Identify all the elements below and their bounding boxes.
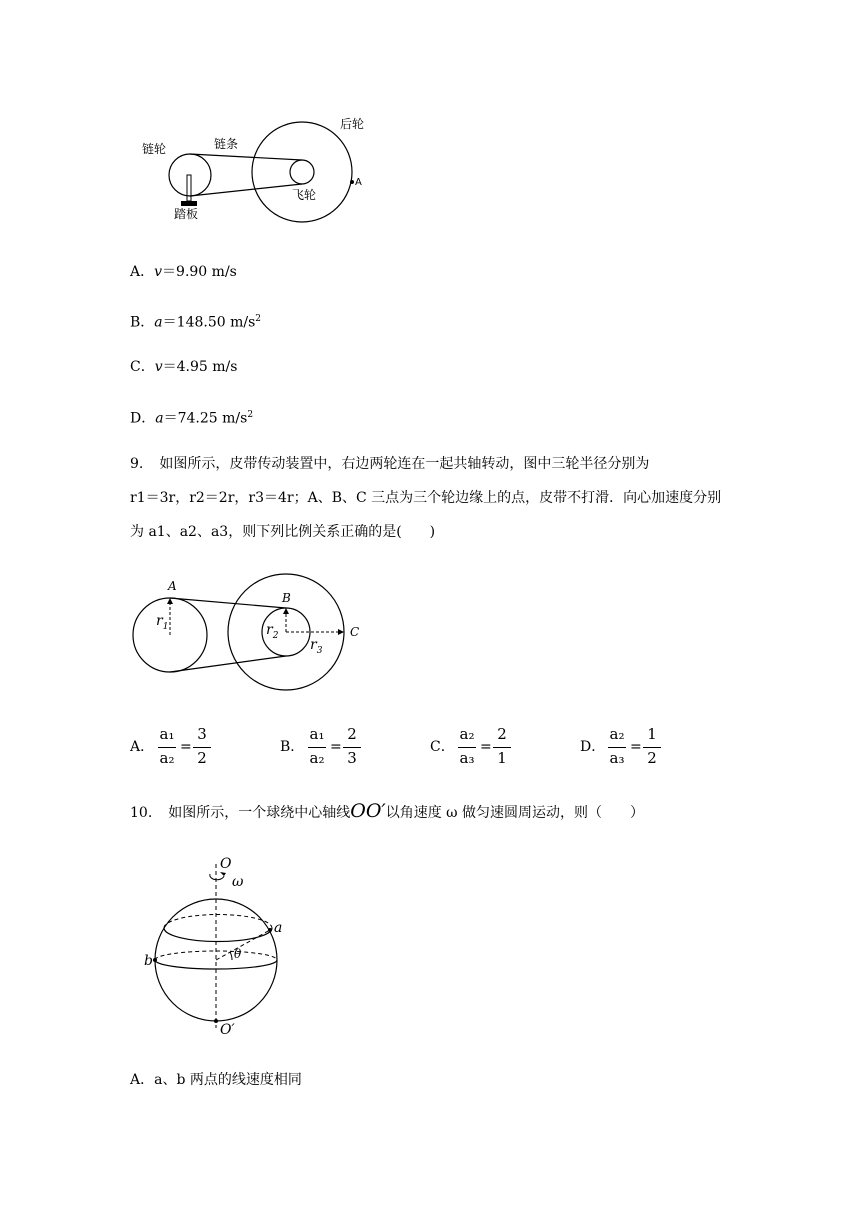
q9-option-d-frac-right: 1 2 — [643, 725, 661, 771]
q9-option-a-frac-right: 3 2 — [193, 725, 211, 771]
r3-label: $r_3$ — [310, 637, 323, 656]
q9-option-b-eq: = — [330, 739, 342, 755]
flywheel-circle — [290, 160, 314, 184]
label-theta: θ — [234, 947, 242, 961]
q9-option-d-label: D． — [580, 739, 606, 755]
q9-option-a-frac-left: a₁ a₂ — [159, 725, 175, 767]
latitude-a-back — [164, 915, 272, 929]
rear-wheel-circle — [252, 122, 352, 222]
rear-wheel-label: 后轮 — [340, 117, 365, 131]
belt-bottom — [170, 656, 286, 672]
pedal-crank — [187, 175, 191, 201]
q9-option-c-frac-left: a₂ a₃ — [459, 725, 475, 767]
belt-drive-figure — [128, 570, 368, 695]
chainwheel-label: 链轮 — [142, 142, 167, 156]
bicycle-chain-figure — [130, 110, 370, 230]
point-c-label: C — [350, 625, 360, 639]
q9-option-b-frac-left: a₁ a₂ — [309, 725, 325, 767]
q9-option-a-label: A． — [130, 739, 155, 755]
label-o: O — [220, 856, 232, 872]
point-b-dot — [153, 958, 157, 962]
q9-option-a-eq: = — [180, 739, 192, 755]
chain-top — [190, 154, 302, 160]
r1-label: $r_1$ — [156, 613, 169, 632]
q9-option-c-frac-right: 2 1 — [493, 725, 511, 771]
arrow-c — [338, 629, 344, 635]
q9-option-d-frac-left: a₂ a₃ — [609, 725, 625, 767]
r2-label: $r_2$ — [266, 622, 279, 641]
label-omega: ω — [232, 874, 244, 890]
point-o-prime-dot — [214, 1019, 218, 1023]
chain-label: 链条 — [214, 137, 239, 151]
q9-line1: 9. 如图所示，皮带传动装置中，右边两轮连在一起共轴转动，图中三轮半径分别为 — [130, 456, 650, 472]
q10-option-a: A．a、b 两点的线速度相同 — [130, 1072, 302, 1088]
point-b-label: B — [282, 591, 291, 605]
q9-line3: 为 a1、a2、a3，则下列比例关系正确的是( ) — [130, 524, 436, 540]
label-b: b — [144, 953, 153, 969]
pedal — [181, 201, 197, 206]
rotation-arrowhead — [220, 872, 226, 876]
q8-option-d: D．a＝74.25 $m/s^2$ — [130, 410, 254, 427]
chain-bottom — [190, 184, 302, 196]
rotation-arrow — [210, 874, 224, 880]
point-a-label: A — [168, 579, 177, 593]
label-a: a — [274, 920, 283, 936]
arrow-b — [283, 608, 289, 614]
q8-option-a: A．v＝9.90 m/s — [130, 264, 237, 280]
pedal-label: 踏板 — [174, 207, 199, 221]
q9-option-c-eq: = — [480, 739, 492, 755]
label-o-prime: O′ — [220, 1022, 235, 1038]
point-a-dot — [268, 928, 272, 932]
radius-to-a — [216, 930, 270, 960]
point-a-label: A — [355, 177, 362, 188]
flywheel-label: 飞轮 — [292, 188, 317, 202]
latitude-a-front — [164, 928, 272, 942]
q9-option-c-label: C． — [430, 739, 455, 755]
point-a-dot — [350, 180, 354, 184]
q10-stem: 10. 如图所示，一个球绕中心轴线OO′以角速度 ω 做匀速圆周运动，则（ ） — [130, 800, 645, 822]
theta-arc — [230, 952, 232, 960]
q8-option-c: C．v＝4.95 m/s — [130, 359, 238, 375]
q9-option-b-frac-right: 2 3 — [343, 725, 361, 771]
arrow-a — [167, 598, 173, 604]
q9-option-d-eq: = — [630, 739, 642, 755]
q9-option-b-label: B． — [280, 739, 305, 755]
q8-option-b: B．a＝148.50 $m/s^2$ — [130, 314, 262, 331]
q9-line2: r1＝3r，r2＝2r，r3＝4r；A、B、C 三点为三个轮边缘上的点，皮带不打滑．向心加速度分别 — [130, 490, 722, 506]
rotating-sphere-figure — [140, 850, 300, 1040]
